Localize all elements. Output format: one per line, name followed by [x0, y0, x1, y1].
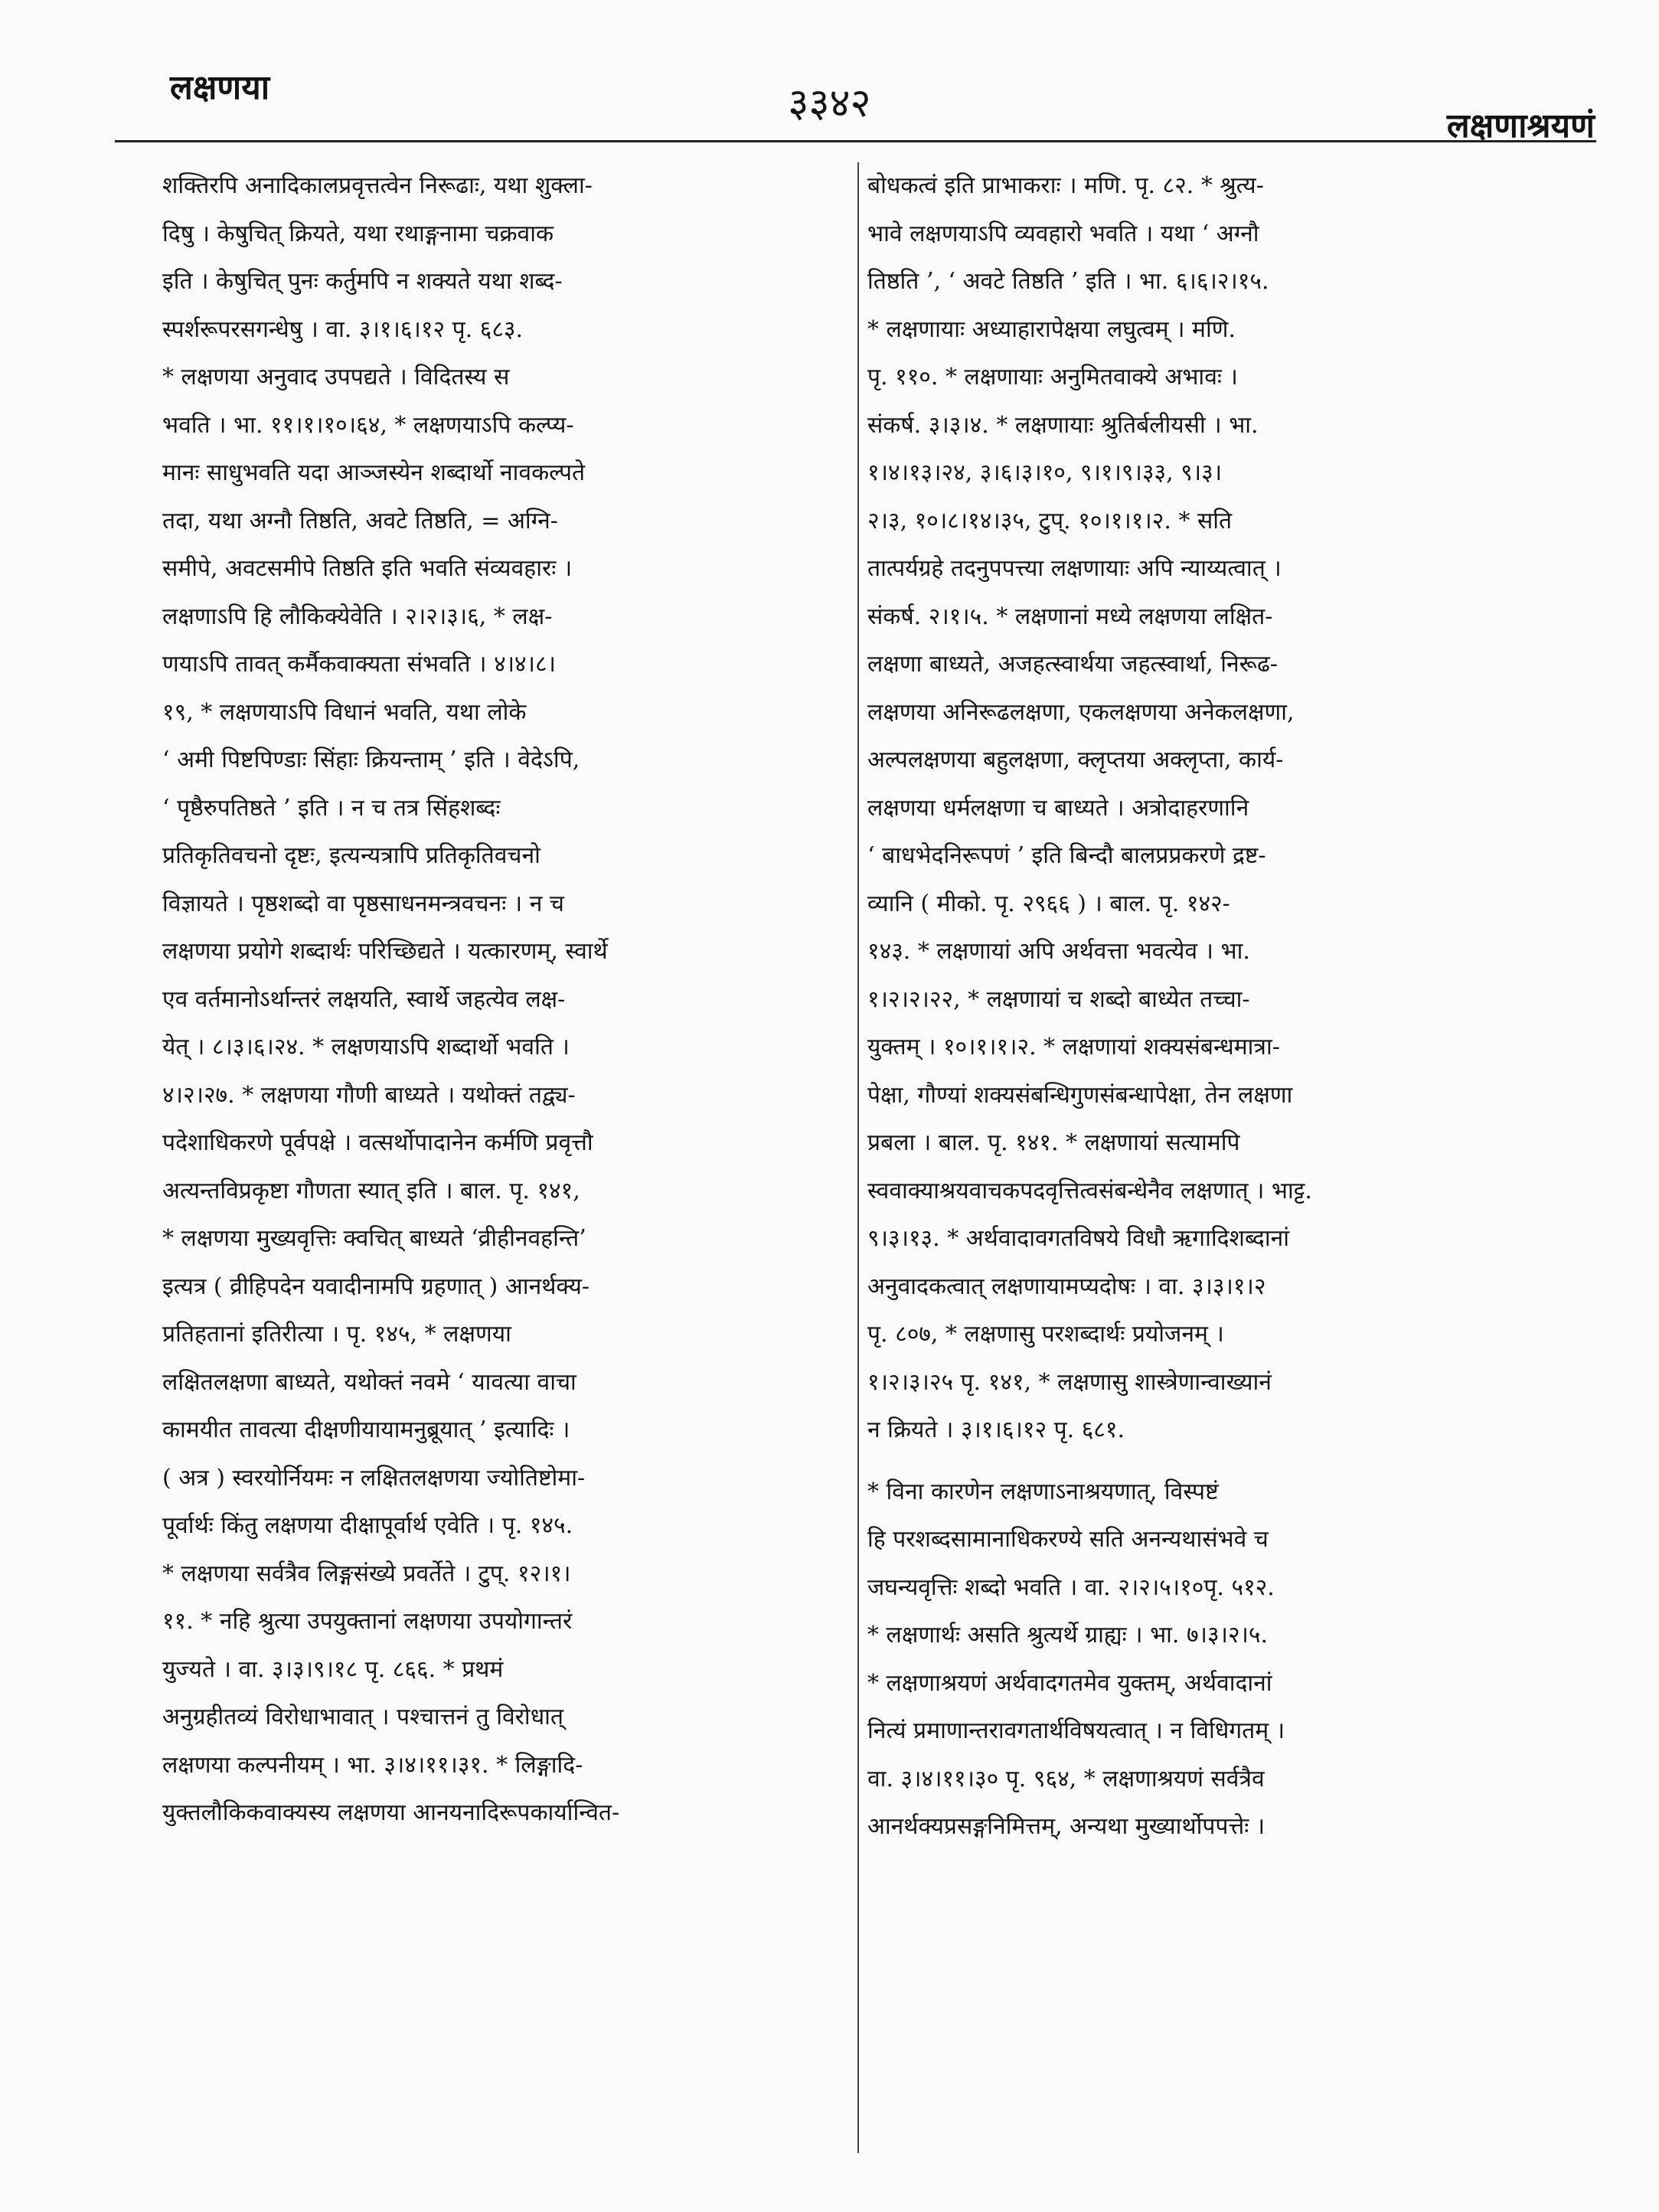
text-line: अत्यन्तविप्रकृष्टा गौणता स्यात् इति । बाल. पृ. १४१,: [162, 1177, 580, 1204]
text-line: हि परशब्दसामानाधिकरण्ये सति अनन्यथासंभवे च: [867, 1526, 1269, 1553]
text-line: विज्ञायते । पृष्ठशब्दो वा पृष्ठसाधनमन्त्रवचनः । न च: [162, 890, 564, 917]
text-line: भावे लक्षणयाऽपि व्यवहारो भवति । यथा ‘ अग्नौ: [867, 220, 1259, 247]
text-line: लक्षणाऽपि हि लौकिक्येवेति । २।२।३।६, * लक्ष-: [162, 603, 553, 630]
text-line: २।३, १०।८।१४।३५, टुप्. १०।१।१।२. * सति: [867, 507, 1233, 534]
text-line: प्रतिहतानां इतिरीत्या । पृ. १४५, * लक्षणया: [162, 1321, 511, 1348]
text-line: पूर्वार्थः किंतु लक्षणया दीक्षापूर्वार्थ एवेति । पृ. १४५.: [162, 1512, 573, 1539]
text-line: नित्यं प्रमाणान्तरावगतार्थविषयत्वात् । न विधिगतम् ।: [867, 1717, 1285, 1744]
text-line: * लक्षणाश्रयणं अर्थवादगतमेव युक्तम्, अर्थवादानां: [867, 1669, 1272, 1697]
text-line: अल्पलक्षणया बहुलक्षणा, क्लृप्तया अक्लृप्ता, कार्य-: [867, 747, 1284, 773]
right-column: [867, 162, 1591, 2168]
text-line: तिष्ठति ’, ‘ अवटे तिष्ठति ’ इति । भा. ६।६।२।१५.: [867, 268, 1269, 295]
text-line: * लक्षणायाः अध्याहारापेक्षया लघुत्वम् । मणि.: [867, 315, 1236, 343]
text-line: अनुग्रहीतव्यं विरोधाभावात् । पश्चात्तनं तु विरोधात्: [162, 1704, 564, 1730]
text-line: णयाऽपि तावत् कर्मैकवाक्यता संभवति । ४।४।८।: [162, 651, 557, 678]
text-line: लक्षणया अनिरूढलक्षणा, एकलक्षणया अनेकलक्षणा,: [867, 698, 1295, 726]
text-line: दिषु । केषुचित् क्रियते, यथा रथाङ्गनामा चक्रवाक: [162, 220, 554, 247]
running-head-right: लक्षणाश्रयणं: [1446, 106, 1595, 145]
text-line: कामयीत तावत्या दीक्षणीयायामनुब्रूयात् ’ इत्यादिः ।: [162, 1416, 570, 1443]
text-line: तात्पर्यग्रहे तदनुपपत्त्या लक्षणायाः अपि न्याय्यत्वात् ।: [867, 555, 1282, 582]
page-number: ३३४२: [788, 80, 871, 126]
text-line: ‘ अमी पिष्टपिण्डाः सिंहाः क्रियन्ताम् ’ इति । वेदेऽपि,: [162, 747, 580, 773]
text-line: लक्षणया कल्पनीयम् । भा. ३।४।११।३१. * लिङ्गादि-: [162, 1751, 583, 1779]
text-line: * विना कारणेन लक्षणाऽनाश्रयणात्, विस्पष्टं: [867, 1478, 1219, 1505]
text-line: * लक्षणया सर्वत्रैव लिङ्गसंख्ये प्रवर्तेते । टुप्. १२।१।: [162, 1560, 571, 1587]
text-line: येत् । ८।३।६।२४. * लक्षणयाऽपि शब्दार्थो भवति ।: [162, 1034, 570, 1060]
text-line: १।२।२।२२, * लक्षणायां च शब्दो बाध्येत तच्चा-: [867, 985, 1250, 1013]
text-line: पेक्षा, गौण्यां शक्यसंबन्धिगुणसंबन्धापेक्षा, तेन लक्षणा: [867, 1081, 1293, 1109]
running-head-left: लक्षणया: [170, 68, 270, 107]
text-line: * लक्षणया मुख्यवृत्तिः क्वचित् बाध्यते ‘व्रीहीनवहन्ति’: [162, 1225, 586, 1252]
text-line: तदा, यथा अग्नौ तिष्ठति, अवटे तिष्ठति, = अग्नि-: [162, 507, 558, 534]
column-divider: [857, 162, 859, 2153]
text-line: पृ. ८०७, * लक्षणासु परशब्दार्थः प्रयोजनम् ।: [867, 1321, 1224, 1348]
text-line: संकर्ष. २।१।५. * लक्षणानां मध्ये लक्षणया लक्षित-: [867, 603, 1273, 630]
text-line: इत्यत्र ( व्रीहिपदेन यवादीनामपि ग्रहणात् ) आनर्थक्य-: [162, 1273, 589, 1300]
text-line: १४३. * लक्षणायां अपि अर्थवत्ता भवत्येव । भा.: [867, 938, 1250, 965]
text-line: १।४।१३।२४, ३।६।३।१०, ९।१।९।३३, ९।३।: [867, 459, 1223, 486]
text-line: पृ. ११०. * लक्षणायाः अनुमितवाक्ये अभावः ।: [867, 364, 1238, 390]
text-line: स्पर्शरूपरसगन्धेषु । वा. ३।१।६।१२ पृ. ६८३.: [162, 315, 524, 343]
text-line: बोधकत्वं इति प्राभाकराः । मणि. पृ. ८२. * श्रुत्य-: [867, 172, 1264, 199]
text-line: युक्तम् । १०।१।१।२. * लक्षणायां शक्यसंबन्धमात्रा-: [867, 1034, 1280, 1060]
text-line: शक्तिरपि अनादिकालप्रवृत्तत्वेन निरूढाः, यथा शुक्ला-: [162, 172, 593, 199]
text-line: लक्षितलक्षणा बाध्यते, यथोक्तं नवमे ‘ यावत्या वाचा: [162, 1368, 576, 1396]
text-line: समीपे, अवटसमीपे तिष्ठति इति भवति संव्यवहारः ।: [162, 555, 573, 582]
text-line: * लक्षणार्थः असति श्रुत्यर्थे ग्राह्यः । भा. ७।३।२।५.: [867, 1622, 1269, 1648]
text-line: जघन्यवृत्तिः शब्दो भवति । वा. २।२।५।१०पृ. ५१२.: [867, 1573, 1275, 1601]
text-line: अनुवादकत्वात् लक्षणायामप्यदोषः । वा. ३।३।१।२: [867, 1273, 1266, 1300]
text-line: ११. * नहि श्रुत्या उपयुक्तानां लक्षणया उपयोगान्तरं: [162, 1608, 573, 1635]
left-column: [162, 162, 847, 2168]
text-line: इति । केषुचित् पुनः कर्तुमपि न शक्यते यथा शब्द-: [162, 268, 563, 295]
text-line: स्ववाक्याश्रयवाचकपदवृत्तित्वसंबन्धेनैव लक्षणात् । भाट्ट.: [867, 1177, 1312, 1204]
text-line: * लक्षणया अनुवाद उपपद्यते । विदितस्य स: [162, 364, 510, 390]
text-line: वा. ३।४।११।३० पृ. ९६४, * लक्षणाश्रयणं सर्वत्रैव: [867, 1765, 1265, 1792]
text-line: एव वर्तमानोऽर्थान्तरं लक्षयति, स्वार्थे जहत्येव लक्ष-: [162, 985, 566, 1013]
text-line: १९, * लक्षणयाऽपि विधानं भवति, यथा लोके: [162, 698, 527, 726]
text-line: भवति । भा. ११।१।१०।६४, * लक्षणयाऽपि कल्प्य-: [162, 411, 574, 439]
text-line: ( अत्र ) स्वरयोर्नियमः न लक्षितलक्षणया ज्योतिष्टोमा-: [162, 1464, 586, 1492]
text-line: युक्तलौकिकवाक्यस्य लक्षणया आनयनादिरूपकार्यान्वित-: [162, 1799, 620, 1826]
text-line: लक्षणा बाध्यते, अजहत्स्वार्थया जहत्स्वार्था, निरूढ-: [867, 651, 1278, 678]
text-line: १।२।३।२५ पृ. १४१, * लक्षणासु शास्त्रेणान्वाख्यानं: [867, 1368, 1272, 1396]
text-line: युज्यते । वा. ३।३।९।१८ पृ. ८६६. * प्रथमं: [162, 1655, 504, 1683]
header-rule: [115, 140, 1596, 142]
text-line: ९।३।१३. * अर्थवादावगतविषये विधौ ऋगादिशब्दानां: [867, 1225, 1290, 1252]
text-line: ‘ बाधभेदनिरूपणं ’ इति बिन्दौ बालप्रप्रकरणे द्रष्ट-: [867, 842, 1266, 869]
text-line: प्रबला । बाल. पृ. १४१. * लक्षणायां सत्यामपि: [867, 1129, 1240, 1156]
text-line: ४।२।२७. * लक्षणया गौणी बाध्यते । यथोक्तं तद्व्य-: [162, 1081, 576, 1109]
text-line: मानः साधुभवति यदा आञ्जस्येन शब्दार्थो नावकल्पते: [162, 459, 586, 486]
text-line: लक्षणया धर्मलक्षणा च बाध्यते । अत्रोदाहरणानि: [867, 794, 1249, 822]
text-line: न क्रियते । ३।१।६।१२ पृ. ६८१.: [867, 1416, 1125, 1443]
text-line: लक्षणया प्रयोगे शब्दार्थः परिच्छिद्यते । यत्कारणम्, स्वार्थे: [162, 938, 608, 965]
text-line: संकर्ष. ३।३।४. * लक्षणायाः श्रुतिर्बलीयसी । भा.: [867, 411, 1259, 439]
text-line: व्यानि ( मीको. पृ. २९६६ ) । बाल. पृ. १४२-: [867, 890, 1230, 917]
text-line: ‘ पृष्ठैरुपतिष्ठते ’ इति । न च तत्र सिंहशब्दः: [162, 794, 501, 822]
text-line: आनर्थक्यप्रसङ्गनिमित्तम्, अन्यथा मुख्यार्थोपपत्तेः ।: [867, 1813, 1265, 1840]
text-line: प्रतिकृतिवचनो दृष्टः, इत्यन्यत्रापि प्रतिकृतिवचनो: [162, 842, 540, 869]
text-line: पदेशाधिकरणे पूर्वपक्षे । वत्सर्थोपादानेन कर्मणि प्रवृत्तौ: [162, 1129, 593, 1156]
